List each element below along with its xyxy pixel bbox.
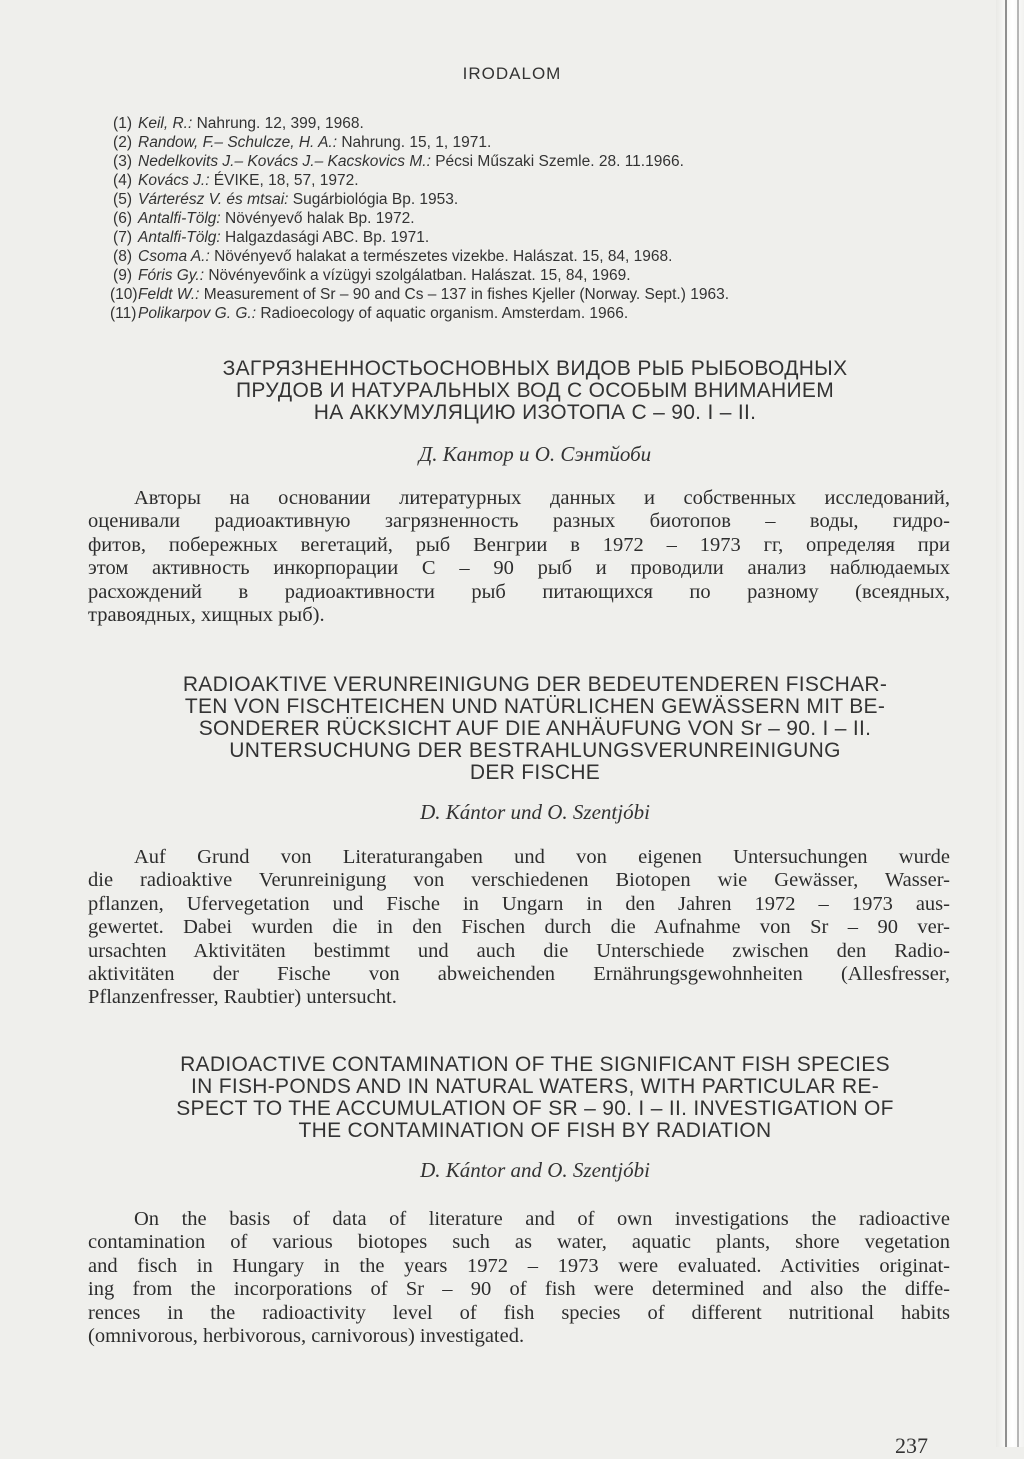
title-line: THE CONTAMINATION OF FISH BY RADIATION [298,1119,772,1142]
german-authors: D. Kántor und O. Szentjóbi [420,800,650,824]
reference-text: Nahrung. 15, 1, 1971. [337,134,492,151]
reference-item [110,247,910,266]
reference-number: (8) [113,248,132,265]
reference-text: Pécsi Műszaki Szemle. 28. 11.1966. [430,153,684,170]
german-abstract [88,846,950,1010]
reference-item [110,209,910,228]
reference-text: Radioecology of aquatic organism. Amsterdam. 1966. [256,305,629,322]
reference-item [110,171,910,190]
abstract-line: rences in the radioactivity level of fish species of different nutritional habits [88,1301,950,1324]
reference-item [110,285,910,304]
reference-item [110,133,910,152]
reference-text: Halgazdasági ABC. Bp. 1971. [220,229,430,246]
reference-number: (5) [113,191,132,208]
reference-text: ÉVIKE, 18, 57, 1972. [209,172,359,189]
abstract-line: Auf Grund von Literaturangaben und von eigenen Untersuchungen wurde [134,846,950,868]
title-line: ПРУДОВ И НАТУРАЛЬНЫХ ВОД С ОСОБЫМ ВНИМАНИЕМ [235,379,835,402]
title-line: RADIOACTIVE CONTAMINATION OF THE SIGNIFICANT FISH SPECIES [180,1053,890,1076]
reference-author: Polikarpov G. G.: [138,305,257,322]
title-line: НА АККУМУЛЯЦИЮ ИЗОТОПА С – 90. I – II. [313,401,757,424]
reference-item [110,190,910,209]
reference-author: Randow, F.– Schulcze, H. A.: [138,134,338,151]
reference-item [110,266,910,285]
title-line: ЗАГРЯЗНЕННОСТЬОСНОВНЫХ ВИДОВ РЫБ РЫБОВОДНЫХ [222,357,848,380]
abstract-line: ursachten Aktivitäten bestimmt und auch die Unterschiede zwischen den Radio- [88,939,950,962]
reference-text: Növényevőink a vízügyi szolgálatban. Halászat. 15, 84, 1969. [204,267,631,284]
russian-abstract [88,487,950,627]
reference-author: Feldt W.: [138,286,200,303]
english-authors: D. Kántor and O. Szentjóbi [420,1158,650,1182]
german-title [120,674,950,784]
abstract-line: aktivitäten der Fische von abweichenden Ernährungsgewohnheiten (Allesfresser, [88,963,950,986]
binding-line-outer [1017,0,1019,1447]
abstract-line: Авторы на основании литературных данных и собственных исследований, [134,487,950,509]
reference-number: (1) [113,115,132,132]
reference-author: Nedelkovits J.– Kovács J.– Kacskovics M.: [138,153,431,170]
abstract-line: (omnivorous, herbivorous, carnivorous) investigated. [88,1325,525,1348]
binding-line [1005,0,1007,1447]
reference-list [110,114,910,323]
reference-item [110,152,910,171]
reference-number: (2) [113,134,132,151]
english-abstract [88,1208,950,1348]
references-heading: IRODALOM [462,64,562,83]
reference-number: (10) [110,286,138,303]
abstract-line: расхождений в радиоактивности рыб питающихся по разному (всеядных, [88,580,950,603]
reference-text: Növényevő halak Bp. 1972. [220,210,415,227]
reference-author: Csoma A.: [138,248,210,265]
title-line: IN FISH-PONDS AND IN NATURAL WATERS, WITH PARTICULAR RE- [190,1075,880,1098]
reference-author: Keil, R.: [138,115,193,132]
reference-number: (6) [113,210,132,227]
abstract-line: травоядных, хищных рыб). [88,604,325,627]
reference-text: Nahrung. 12, 399, 1968. [192,115,364,132]
abstract-line: фитов, побережных вегетаций, рыб Венгрии в 1972 – 1973 гг, определяя при [88,533,950,556]
title-line: DER FISCHE [469,761,601,784]
reference-text: Sugárbiológia Bp. 1953. [288,191,459,208]
reference-number: (4) [113,172,132,189]
title-line: UNTERSUCHUNG DER BESTRAHLUNGSVERUNREINIGUNG [229,739,841,762]
abstract-line: pflanzen, Ufervegetation und Fische in Ungarn in den Jahren 1972 – 1973 aus- [88,892,950,915]
russian-authors: Д. Кантор и О. Сэнтйоби [418,442,652,466]
reference-item [110,304,910,323]
abstract-line: and fisch in Hungary in the years 1972 – 1973 were evaluated. Activities originat- [88,1254,950,1277]
abstract-line: On the basis of data of literature and of own investigations the radioactive [134,1208,950,1230]
reference-number: (11) [110,305,137,322]
abstract-line: этом активность инкорпорации С – 90 рыб и проводили анализ наблюдаемых [88,557,950,580]
abstract-line: ing from the incorporations of Sr – 90 of fish were determined and also the diffe- [88,1278,950,1301]
abstract-line: оценивали радиоактивную загрязненность разных биотопов – воды, гидро- [88,510,950,533]
reference-item [110,228,910,247]
reference-number: (9) [113,267,132,284]
title-line: SONDERER RÜCKSICHT AUF DIE ANHÄUFUNG VON Sr – 90. I – II. [198,717,872,740]
abstract-line: die radioaktive Verunreinigung von verschiedenen Biotopen wie Gewässer, Wasser- [88,869,950,892]
reference-item [110,114,910,133]
reference-author: Kovács J.: [138,172,210,189]
english-title [120,1054,950,1142]
page-edge-shadow [996,0,1024,1447]
reference-author: Antalfi-Tölg: [138,229,221,246]
reference-text: Növényevő halakat a természetes vizekbe. Halászat. 15, 84, 1968. [209,248,673,265]
abstract-line: gewertet. Dabei wurden die in den Fischen durch die Aufnahme von Sr – 90 ver- [88,916,950,939]
reference-author: Antalfi-Tölg: [138,210,221,227]
title-line: RADIOAKTIVE VERUNREINIGUNG DER BEDEUTENDEREN FISCHAR- [182,673,888,696]
page-number: 237 [895,1433,928,1458]
reference-author: Várterész V. és mtsai: [138,191,289,208]
abstract-line: Pflanzenfresser, Raubtier) untersucht. [88,986,397,1009]
title-line: SPECT TO THE ACCUMULATION OF SR – 90. I – II. INVESTIGATION OF [176,1097,894,1120]
reference-number: (3) [113,153,132,170]
russian-title [120,358,950,424]
reference-number: (7) [113,229,132,246]
abstract-line: contamination of various biotopes such as water, aquatic plants, shore vegetation [88,1231,950,1254]
title-line: TEN VON FISCHTEICHEN UND NATÜRLICHEN GEWÄSSERN MIT BE- [184,695,886,718]
reference-text: Measurement of Sr – 90 and Cs – 137 in fishes Kjeller (Norway. Sept.) 1963. [199,286,729,303]
reference-author: Fóris Gy.: [138,267,205,284]
